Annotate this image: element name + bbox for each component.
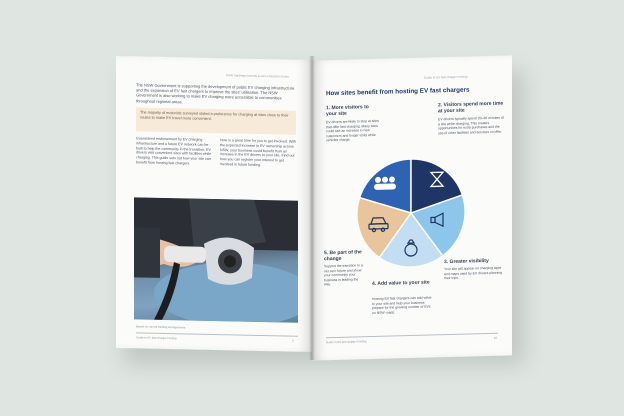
left-footnote: Based on current funding arrangements	[136, 324, 186, 330]
benefit-4-heading: 4. Add value to your site	[372, 279, 430, 288]
benefit-5-text: Support the transition to a net zero future and show your community your business is leading the way.	[324, 263, 363, 287]
left-footer: Guide to EV fast charger hosting	[136, 335, 177, 341]
benefit-5-heading: 5. Be part of the change	[324, 249, 362, 263]
left-page-header: NSW roadmap towards a zero-emissions future	[226, 73, 290, 79]
page-title: How sites benefit from hosting EV fast chargers	[326, 86, 470, 98]
right-footer-rule	[326, 333, 498, 338]
left-page-number: 9	[292, 338, 294, 343]
right-page-number: 10	[494, 335, 498, 340]
ev-charging-photo	[134, 197, 298, 322]
callout-box	[136, 107, 296, 134]
benefit-3-heading: 3. Greater visibility	[444, 257, 489, 266]
spine-shadow	[309, 56, 315, 360]
callout-text: The majority of motorists surveyed stated a preference for charging at sites close to their routes to make EV travel more convenient.	[140, 110, 289, 121]
intro-paragraph: The NSW Government is supporting the development of public EV charging infrastructure and the expansion of EV fast chargers to improve the sites' utilisation. The NSW Government is also working to make EV charging more accessible to communities throughout regional areas.	[136, 82, 295, 104]
right-column-text: Now is a great time for you to get involved. With the expected increase in EV ownership across NSW, your business could benefit from an increase in the EV drivers to your site. Find out how you can register your interest to get involved in future funding.	[220, 138, 297, 167]
benefit-1-heading: 1. More visitors to your site	[326, 104, 369, 118]
ev-charging-illustration	[134, 197, 298, 322]
right-page-header: Guide to EV fast charger hosting	[424, 74, 468, 80]
right-footer: Guide to EV fast charger hosting	[326, 339, 367, 345]
benefit-4-text: Hosting EV fast chargers can add value to your site and help your business prepare for the growing number of EVs on NSW roads.	[372, 295, 432, 315]
left-column-text: Guaranteed endorsement by EV charging infrastructure and a future EV network can be built to help the community in the transition. EV drivers visit convenient sites with facilities while charging. This guide sets out how your site can benefit from hosting fast chargers.	[136, 136, 212, 166]
right-page	[312, 55, 512, 360]
left-page	[116, 56, 312, 352]
benefit-1-text: EV drivers are likely to stop at sites that offer fast charging. Many sites could see an increase in new customers and longer visits while vehicles charge.	[326, 118, 379, 143]
benefit-2-text: EV drivers typically spend 20–40 minutes at a site while charging. This creates opportunities for extra purchases and the use of other facilities and services on offer.	[438, 115, 504, 136]
benefits-wheel	[356, 157, 466, 270]
benefit-3-text: Your site will appear on charging apps and maps used by EV drivers planning their trips.	[444, 265, 503, 281]
benefit-2-heading: 2. Visitors spend more time at your site	[438, 100, 504, 115]
